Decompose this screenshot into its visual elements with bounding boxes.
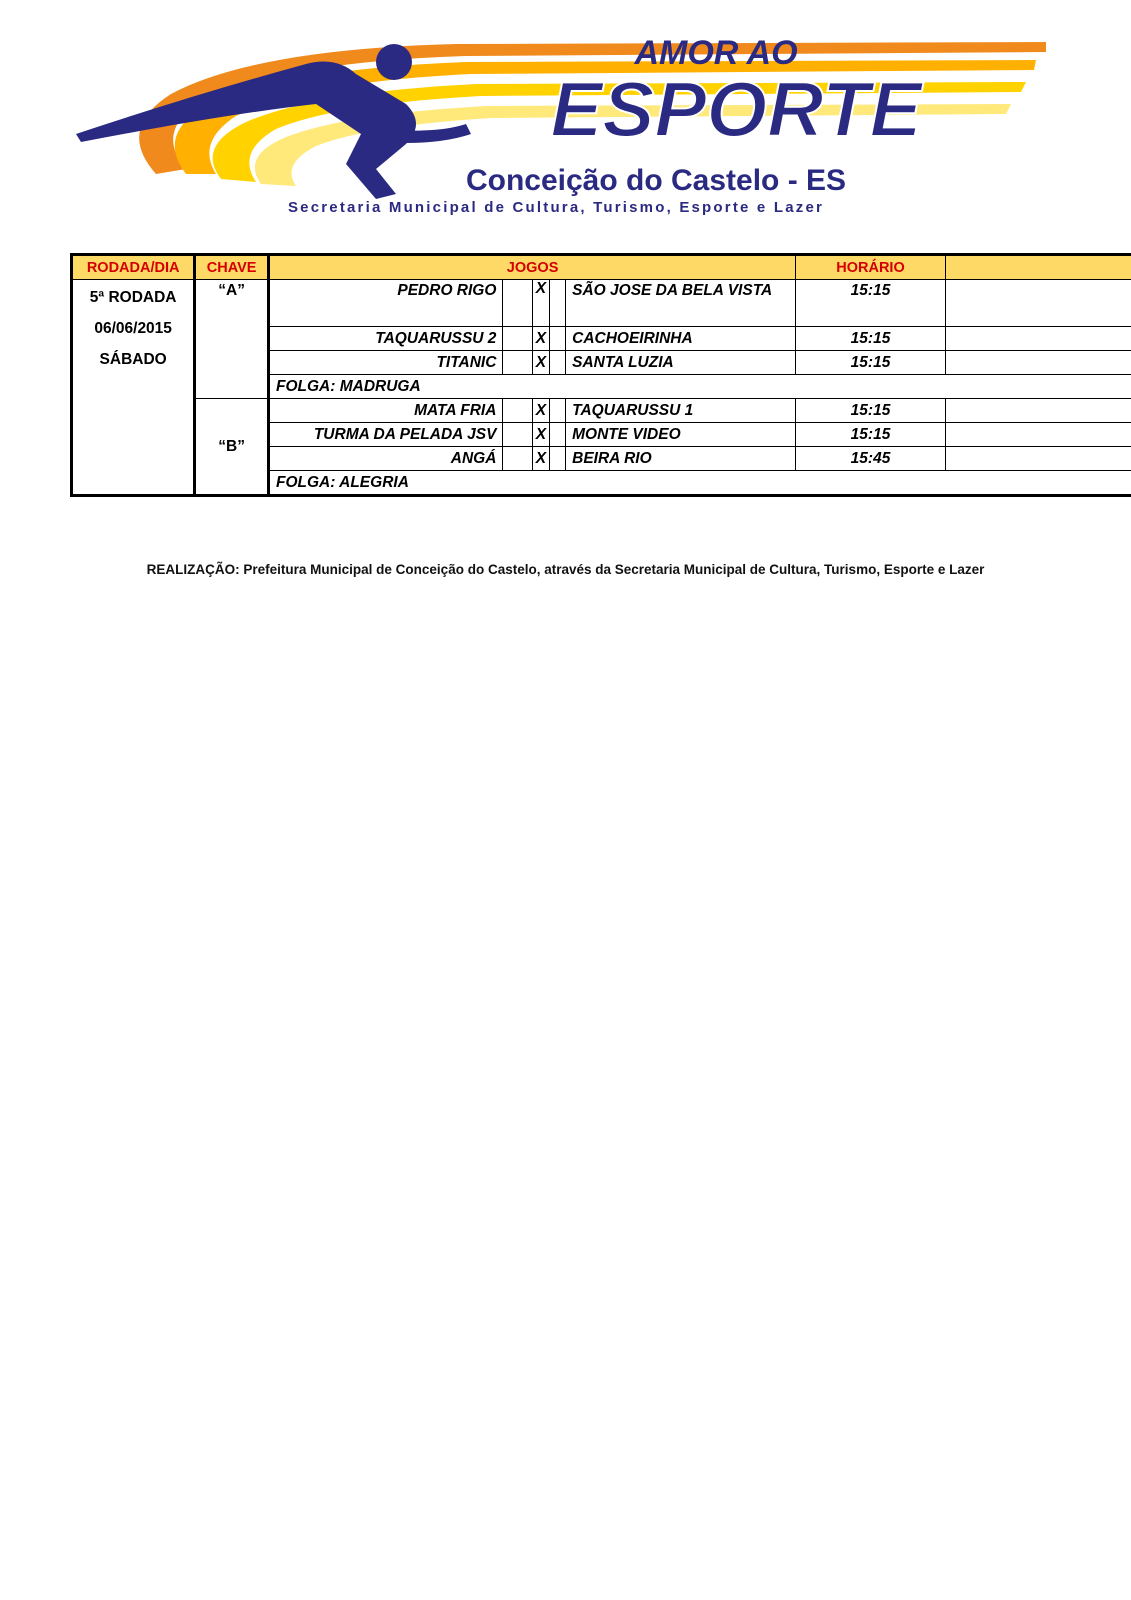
match-row — [72, 399, 1131, 423]
group-key-a: “A” — [195, 280, 269, 399]
versus: X — [533, 399, 550, 423]
blank-cell — [945, 327, 1131, 351]
away-team: SÃO JOSE DA BELA VISTA — [566, 280, 796, 327]
group-key-b: “B” — [195, 399, 269, 496]
versus: X — [533, 280, 550, 327]
header-games: JOGOS — [269, 255, 796, 280]
versus: X — [533, 351, 550, 375]
header-time: HORÁRIO — [796, 255, 946, 280]
away-team: CACHOEIRINHA — [566, 327, 796, 351]
header-round: RODADA/DIA — [72, 255, 195, 280]
blank-cell — [945, 399, 1131, 423]
spacer-cell — [503, 423, 533, 447]
blank-cell — [945, 423, 1131, 447]
away-team: SANTA LUZIA — [566, 351, 796, 375]
match-time: 15:45 — [796, 447, 946, 471]
home-team: MATA FRIA — [269, 399, 503, 423]
spacer-cell — [503, 447, 533, 471]
logo-graphic — [76, 34, 1056, 224]
spacer-cell — [503, 327, 533, 351]
header-key: CHAVE — [195, 255, 269, 280]
spacer-cell — [549, 447, 566, 471]
header-row — [72, 255, 1131, 280]
home-team: PEDRO RIGO — [269, 280, 503, 327]
away-team: MONTE VIDEO — [566, 423, 796, 447]
bye-team: FOLGA: MADRUGA — [269, 375, 1131, 399]
round-name: 5ª RODADA — [89, 289, 177, 306]
spacer-cell — [503, 280, 533, 327]
away-team: TAQUARUSSU 1 — [566, 399, 796, 423]
match-time: 15:15 — [796, 327, 946, 351]
match-time: 15:15 — [796, 280, 946, 327]
schedule-table — [70, 253, 1131, 497]
home-team: TURMA DA PELADA JSV — [269, 423, 503, 447]
footer-credit — [0, 562, 1131, 577]
header-blank — [945, 255, 1131, 280]
spacer-cell — [503, 399, 533, 423]
blank-cell — [945, 447, 1131, 471]
match-row — [72, 280, 1131, 327]
match-time: 15:15 — [796, 423, 946, 447]
away-team: BEIRA RIO — [566, 447, 796, 471]
footer-text: Prefeitura Municipal de Conceição do Castelo, através da Secretaria Municipal de Cultura, Turismo, Esporte e Lazer — [243, 562, 985, 577]
home-team: TITANIC — [269, 351, 503, 375]
spacer-cell — [549, 280, 566, 327]
blank-cell — [945, 280, 1131, 327]
home-team: TAQUARUSSU 2 — [269, 327, 503, 351]
round-day: SÁBADO — [99, 351, 167, 368]
round-date: 06/06/2015 — [94, 320, 172, 337]
match-time: 15:15 — [796, 399, 946, 423]
blank-cell — [945, 351, 1131, 375]
versus: X — [533, 327, 550, 351]
footer-label: REALIZAÇÃO: — [146, 562, 240, 577]
spacer-cell — [549, 399, 566, 423]
versus: X — [533, 447, 550, 471]
spacer-cell — [549, 351, 566, 375]
spacer-cell — [503, 351, 533, 375]
bye-team: FOLGA: ALEGRIA — [269, 471, 1131, 496]
logo-line2: ESPORTE — [550, 65, 922, 153]
versus: X — [533, 423, 550, 447]
logo-line1: AMOR AO — [634, 34, 798, 72]
home-team: ANGÁ — [269, 447, 503, 471]
spacer-cell — [549, 423, 566, 447]
round-cell — [72, 280, 195, 496]
amor-ao-esporte-logo — [76, 34, 1056, 224]
logo-department: Secretaria Municipal de Cultura, Turismo, Esporte e Lazer — [287, 199, 825, 216]
spacer-cell — [549, 327, 566, 351]
match-time: 15:15 — [796, 351, 946, 375]
logo-city: Conceição do Castelo - ES — [465, 164, 847, 197]
